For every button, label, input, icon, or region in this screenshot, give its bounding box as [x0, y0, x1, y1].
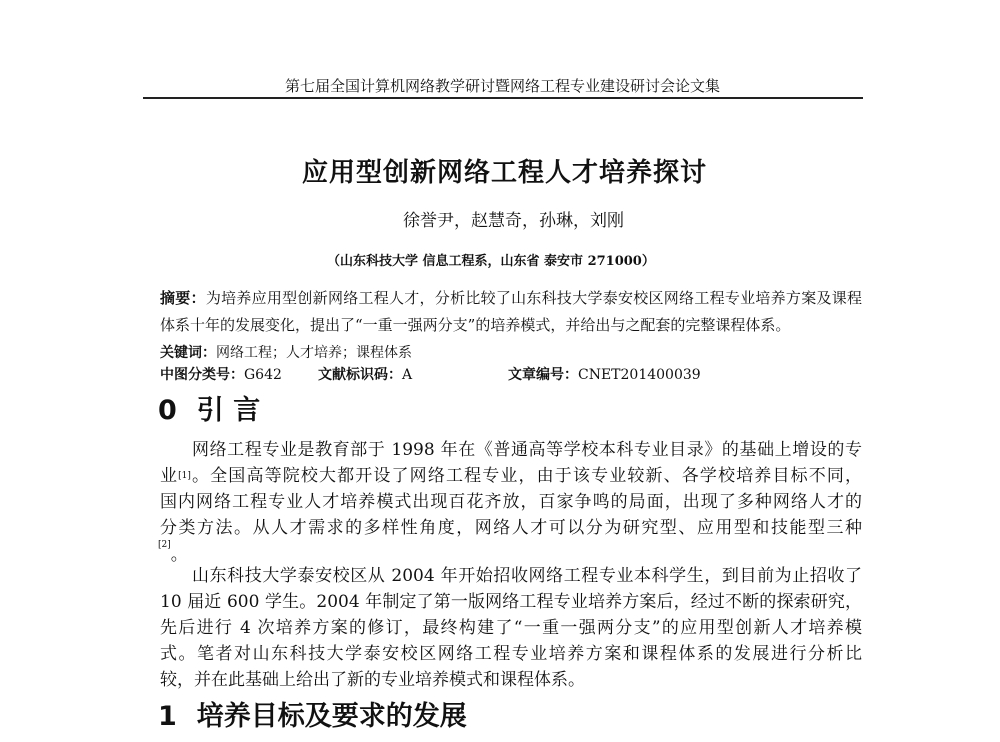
section-number: 1 — [158, 701, 177, 732]
article-number — [508, 364, 701, 384]
text: 。全国高等院校大都开设了网络工程专业，由于该专业较新、各学校培养目标不同， — [190, 466, 863, 486]
paragraph-line: 式。笔者对山东科技大学泰安校区网络工程专业培养方案和课程体系的发展进行分析比 — [160, 644, 862, 664]
clc-value: G642 — [244, 367, 282, 383]
clc-number — [160, 364, 282, 384]
keywords — [160, 342, 412, 362]
paragraph-line — [158, 540, 188, 565]
paragraph-line: 10 届近 600 学生。2004 年制定了第一版网络工程专业培养方案后，经过不断的探索研究， — [160, 592, 862, 612]
paragraph-line: 分类方法。从人才需求的多样性角度，网络人才可以分为研究型、应用型和技能型三种 — [160, 518, 862, 538]
section-number: 0 — [158, 395, 177, 426]
abstract-label: 摘要： — [160, 289, 206, 307]
paragraph-line: 较，并在此基础上给出了新的专业培养模式和课程体系。 — [160, 670, 585, 690]
header-rule — [143, 97, 863, 99]
paragraph-line: 山东科技大学泰安校区从 2004 年开始招收网络工程专业本科学生，到目前为止招收了 — [192, 566, 862, 586]
text: 业 — [160, 466, 179, 486]
section-heading — [158, 388, 260, 427]
abstract-text: 为培养应用型创新网络工程人才，分析比较了山东科技大学泰安校区网络工程专业培养方案及课程 — [205, 289, 862, 307]
paragraph-line: 网络工程专业是教育部于 1998 年在《普通高等学校本科专业目录》的基础上增设的专 — [192, 440, 862, 460]
affiliation: （山东科技大学 信息工程系，山东省 泰安市 271000） — [327, 254, 655, 269]
abstract-text: 体系十年的发展变化，提出了“一重一强两分支”的培养模式，并给出与之配套的完整课程体系。 — [160, 316, 791, 334]
section-heading — [158, 700, 467, 734]
section-title: 引 言 — [196, 395, 261, 426]
paper-title: 应用型创新网络工程人才培养探讨 — [302, 158, 708, 188]
authors: 徐誉尹，赵慧奇，孙琳，刘刚 — [403, 211, 624, 231]
document-code — [318, 364, 412, 384]
article-no-value: CNET201400039 — [578, 367, 701, 383]
paragraph-line — [160, 466, 862, 486]
clc-label: 中图分类号： — [160, 367, 244, 383]
citation[interactable]: [1] — [178, 471, 191, 481]
section-title: 培养目标及要求的发展 — [196, 701, 467, 732]
abstract-line — [160, 288, 862, 308]
keywords-label: 关键词： — [160, 345, 216, 361]
running-header: 第七届全国计算机网络教学研讨暨网络工程专业建设研讨会论文集 — [285, 77, 721, 95]
doc-code-label: 文献标识码： — [318, 367, 402, 383]
citation[interactable]: [2] — [158, 540, 171, 550]
paragraph-line: 国内网络工程专业人才培养模式出现百花齐放，百家争鸣的局面，出现了多种网络人才的 — [160, 492, 862, 512]
doc-code-value: A — [402, 367, 413, 383]
paragraph-line: 先后进行 4 次培养方案的修订，最终构建了“一重一强两分支”的应用型创新人才培养模 — [160, 618, 862, 638]
keywords-value: 网络工程；人才培养；课程体系 — [216, 345, 412, 361]
abstract-line — [160, 315, 862, 335]
article-no-label: 文章编号： — [508, 367, 578, 383]
text: 。 — [170, 545, 188, 565]
